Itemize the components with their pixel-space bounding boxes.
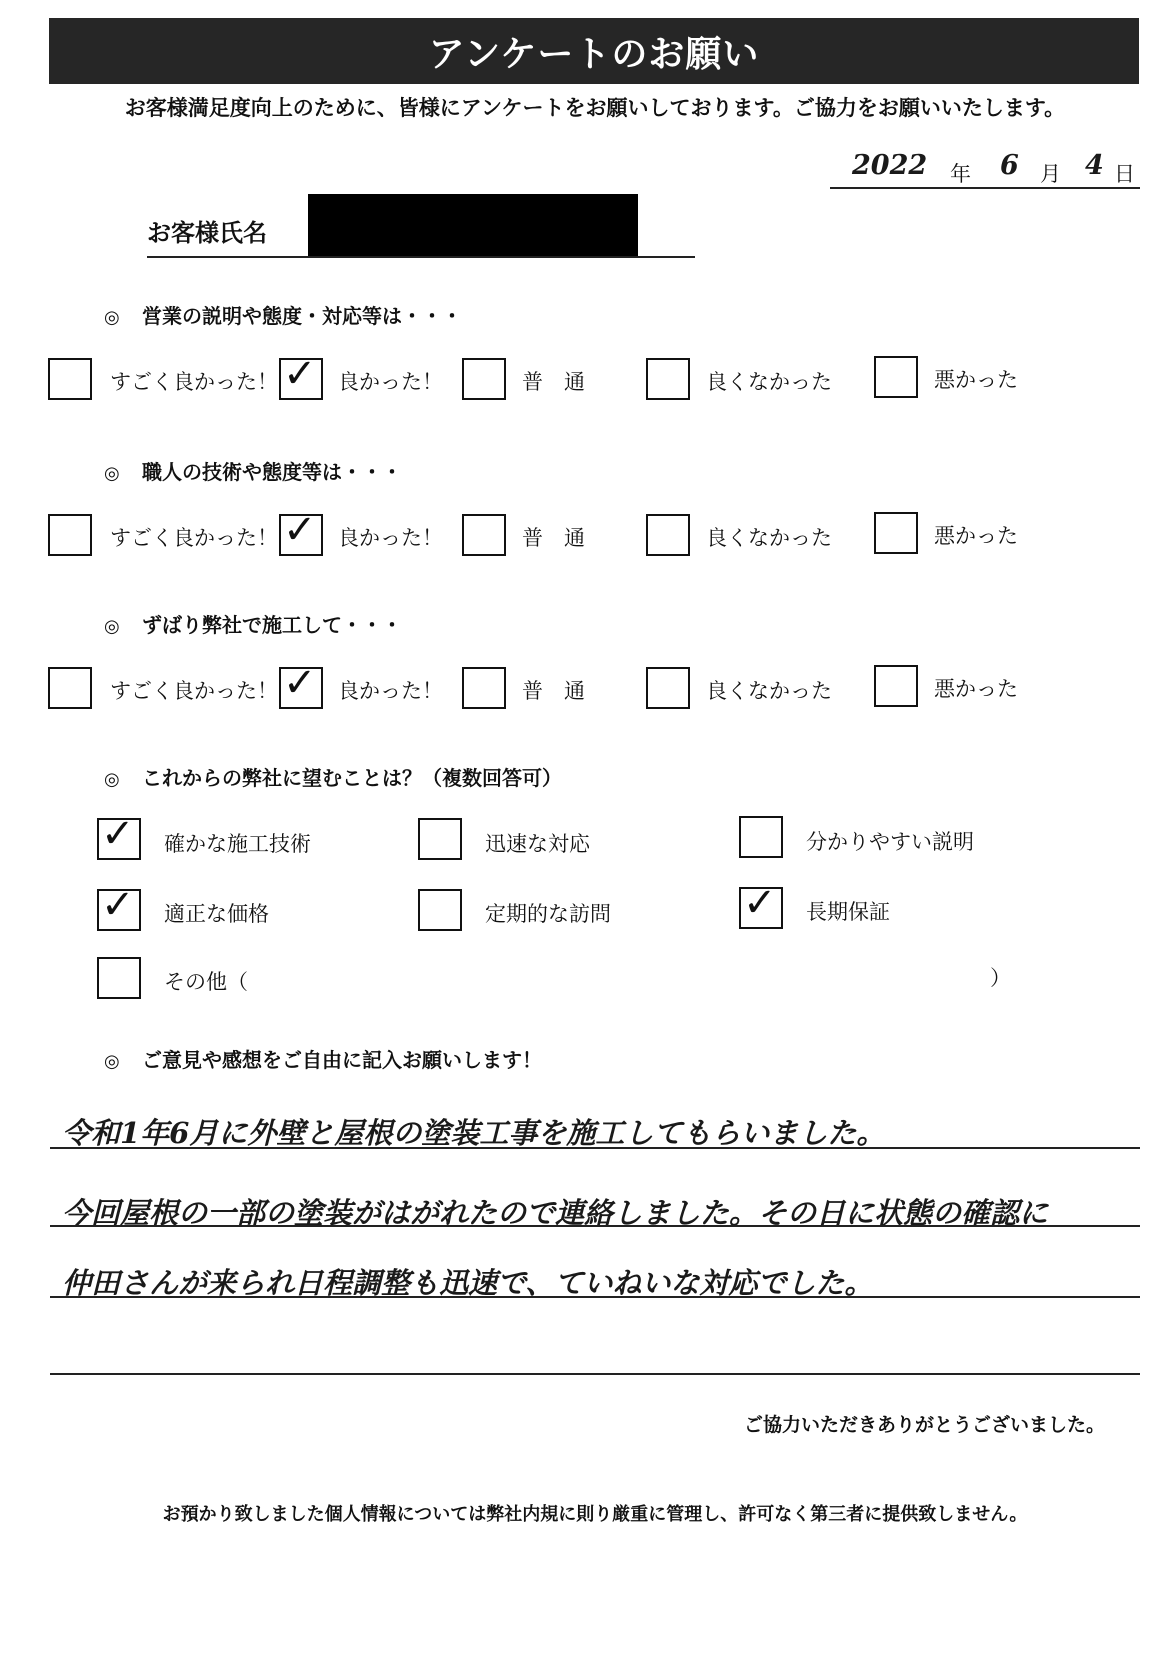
checkmark-icon: ✓ [283, 351, 317, 397]
date-month-label: 月 [1040, 162, 1061, 186]
wish-5-checkbox[interactable] [418, 889, 462, 931]
customer-name-label: お客様氏名 [147, 219, 267, 247]
date-month-value: 6 [1000, 150, 1019, 181]
q3-option-2-checkbox[interactable] [279, 660, 323, 709]
wish-other-close: ） [990, 966, 1011, 990]
intro-text: お客様満足度向上のために、皆様にアンケートをお願いしております。ご協力をお願いいたします。 [124, 96, 1066, 120]
bullet-icon: ◎ [104, 769, 120, 790]
q2-option-3-label: 普 通 [522, 526, 585, 550]
q1-option-2-label: 良かった！ [338, 370, 443, 394]
q3-option-5-label: 悪かった [934, 677, 1018, 701]
q3-option-1-checkbox[interactable] [48, 667, 92, 709]
q3-option-2-label: 良かった！ [338, 679, 443, 703]
q1-option-5-label: 悪かった [934, 368, 1018, 392]
q1-option-3-checkbox[interactable] [462, 358, 506, 400]
wish-6-label: 長期保証 [806, 900, 890, 924]
wish-6-checkbox[interactable] [739, 880, 783, 929]
q1-option-2-checkbox[interactable] [279, 351, 323, 400]
date-underline [830, 187, 1140, 189]
date-day-value: 4 [1085, 150, 1104, 181]
q2-option-2-label: 良かった！ [338, 526, 443, 550]
comment-line-3: 仲田さんが来られ日程調整も迅速で、ていねいな対応でした。 [62, 1266, 874, 1300]
q2-option-5-checkbox[interactable] [874, 512, 918, 554]
bullet-icon: ◎ [104, 1051, 120, 1072]
q2-option-4-label: 良くなかった [706, 526, 832, 550]
wish-1-label: 確かな施工技術 [164, 832, 311, 856]
checkmark-icon: ✓ [283, 507, 317, 553]
bullet-icon: ◎ [104, 616, 120, 637]
q1-option-4-label: 良くなかった [706, 370, 832, 394]
comment-rule-3 [50, 1296, 1140, 1298]
q1-option-1-checkbox[interactable] [48, 358, 92, 400]
customer-name-redaction [308, 194, 638, 256]
checkmark-icon: ✓ [743, 880, 777, 926]
q2-option-4-checkbox[interactable] [646, 514, 690, 556]
q3-option-4-checkbox[interactable] [646, 667, 690, 709]
comments-title: ◎ ご意見や感想をご自由に記入お願いします！ [104, 1048, 542, 1072]
q1-option-4-checkbox[interactable] [646, 358, 690, 400]
q1-option-1-label: すごく良かった！ [110, 370, 278, 394]
checkmark-icon: ✓ [283, 660, 317, 706]
comment-line-2: 今回屋根の一部の塗装がはがれたので連絡しました。その日に状態の確認に [62, 1196, 1049, 1230]
wish-3-checkbox[interactable] [739, 816, 783, 858]
bullet-icon: ◎ [104, 463, 120, 484]
date-row [840, 150, 1140, 190]
q2-option-1-label: すごく良かった！ [110, 526, 278, 550]
q2-option-2-checkbox[interactable] [279, 507, 323, 556]
privacy-notice: お預かり致しました個人情報については弊社内規に則り厳重に管理し、許可なく第三者に提供致しません。 [162, 1504, 1028, 1525]
q3-option-5-checkbox[interactable] [874, 665, 918, 707]
q2-option-5-label: 悪かった [934, 524, 1018, 548]
wish-5-label: 定期的な訪問 [485, 902, 611, 926]
q2-option-1-checkbox[interactable] [48, 514, 92, 556]
survey-title: アンケートのお願い [49, 18, 1139, 84]
question-2-title: ◎ 職人の技術や態度等は・・・ [104, 460, 402, 484]
wish-other-checkbox[interactable] [97, 957, 141, 999]
date-day-label: 日 [1114, 162, 1135, 186]
wishes-title: ◎ これからの弊社に望むことは？（複数回答可） [104, 766, 562, 790]
q1-option-3-label: 普 通 [522, 370, 585, 394]
q3-option-3-label: 普 通 [522, 679, 585, 703]
question-1-title: ◎ 営業の説明や態度・対応等は・・・ [104, 304, 462, 328]
q3-option-4-label: 良くなかった [706, 679, 832, 703]
date-year-value: 2022 [852, 150, 928, 181]
q1-option-5-checkbox[interactable] [874, 356, 918, 398]
q2-option-3-checkbox[interactable] [462, 514, 506, 556]
wish-1-checkbox[interactable] [97, 811, 141, 860]
comment-rule-2 [50, 1225, 1140, 1227]
wish-other-label: その他（ [164, 970, 248, 994]
comment-line-1: 令和1年6月に外壁と屋根の塗装工事を施工してもらいました。 [62, 1116, 886, 1150]
wish-3-label: 分かりやすい説明 [806, 830, 974, 854]
bullet-icon: ◎ [104, 307, 120, 328]
q3-option-3-checkbox[interactable] [462, 667, 506, 709]
q3-option-1-label: すごく良かった！ [110, 679, 278, 703]
wish-2-checkbox[interactable] [418, 818, 462, 860]
comment-rule-1 [50, 1147, 1140, 1149]
date-year-label: 年 [950, 162, 971, 186]
customer-name-underline [147, 256, 695, 258]
question-3-title: ◎ ずばり弊社で施工して・・・ [104, 613, 402, 637]
wish-2-label: 迅速な対応 [485, 832, 590, 856]
wish-4-label: 適正な価格 [164, 902, 269, 926]
checkmark-icon: ✓ [101, 882, 135, 928]
wish-4-checkbox[interactable] [97, 882, 141, 931]
comment-rule-4 [50, 1373, 1140, 1375]
thanks-text: ご協力いただきありがとうございました。 [744, 1414, 1106, 1436]
checkmark-icon: ✓ [101, 811, 135, 857]
